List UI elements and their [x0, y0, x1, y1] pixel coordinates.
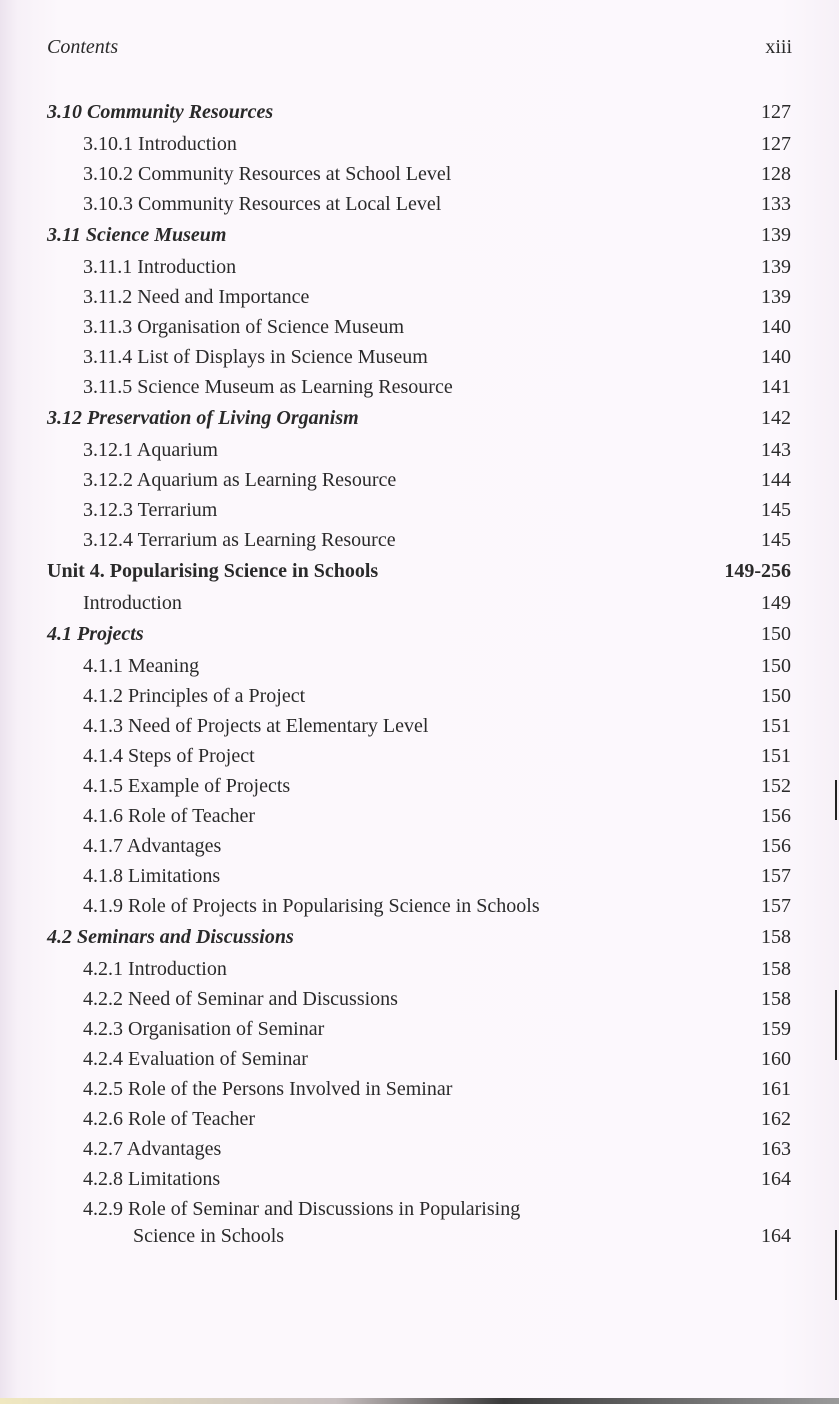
toc-entry-label: 4.2.2 Need of Seminar and Discussions	[83, 988, 398, 1010]
toc-entry-sub	[47, 189, 791, 219]
toc-entry-sub	[47, 159, 791, 189]
scan-edge-mark	[835, 1230, 837, 1300]
toc-entry-label: 4.2.1 Introduction	[83, 958, 227, 980]
toc-entry-section	[47, 921, 791, 954]
toc-entry-page: 158	[761, 926, 791, 948]
toc-entry-page: 150	[761, 623, 791, 645]
toc-entry-label: 3.11.2 Need and Importance	[83, 286, 310, 308]
toc-entry-page: 157	[761, 895, 791, 917]
toc-entry-page: 162	[761, 1108, 791, 1130]
toc-entry-label: 3.12.3 Terrarium	[83, 499, 218, 521]
toc-entry-label: 4.2.6 Role of Teacher	[83, 1108, 256, 1130]
toc-entry-label: 3.12.2 Aquarium as Learning Resource	[83, 469, 397, 491]
toc-entry-label: 4.1.6 Role of Teacher	[83, 805, 256, 827]
toc-entry-page: 128	[761, 163, 791, 185]
toc-entry-label: 4.1 Projects	[47, 623, 144, 645]
toc-entry-sub	[47, 891, 791, 921]
toc-entry-page: 141	[761, 376, 791, 398]
toc-entry-label: 4.2.7 Advantages	[83, 1138, 222, 1160]
toc-entry-sub	[47, 861, 791, 891]
toc-entry-page: 139	[761, 224, 791, 246]
toc-entry-sub	[47, 465, 791, 495]
toc-entry-label: 4.1.5 Example of Projects	[83, 775, 291, 797]
toc-entry-page: 163	[761, 1138, 791, 1160]
toc-entry-sub	[47, 1044, 791, 1074]
toc-entry-sub	[47, 282, 791, 312]
toc-entry-label: Introduction	[83, 592, 182, 614]
toc-entry-page: 164	[761, 1168, 791, 1190]
toc-entry-page: 140	[761, 346, 791, 368]
page-number: xiii	[765, 36, 792, 58]
toc-entry-sub	[47, 1014, 791, 1044]
toc-entry-page: 158	[761, 958, 791, 980]
toc-entry-label: 4.1.7 Advantages	[83, 835, 222, 857]
scan-edge-mark	[835, 780, 837, 820]
toc-entry-label: 3.11.1 Introduction	[83, 256, 237, 278]
toc-entry-label: 3.12.4 Terrarium as Learning Resource	[83, 529, 396, 551]
toc-entry-sub	[47, 435, 791, 465]
toc-entry-page: 139	[761, 286, 791, 308]
toc-entry-label: 4.1.4 Steps of Project	[83, 745, 255, 767]
toc-entry-sub	[47, 129, 791, 159]
toc-entry-page: 145	[761, 499, 791, 521]
toc-entry-label: Unit 4. Popularising Science in Schools	[47, 560, 379, 582]
toc-entry-page: 156	[761, 805, 791, 827]
toc-entry-section	[47, 618, 791, 651]
toc-entry-label: 3.12 Preservation of Living Organism	[47, 407, 359, 429]
toc-entry-label: 3.10 Community Resources	[47, 101, 274, 123]
toc-entry-page: 157	[761, 865, 791, 887]
toc-entry-label: 3.10.2 Community Resources at School Level	[83, 163, 452, 185]
toc-entry-sub	[47, 984, 791, 1014]
toc-entry-page: 150	[761, 685, 791, 707]
toc-entry-sub	[47, 681, 791, 711]
toc-entry-section	[47, 219, 791, 252]
toc-entry-label: 3.11.5 Science Museum as Learning Resource	[83, 376, 453, 398]
toc-entry-sub	[47, 342, 791, 372]
toc-entry-page: 145	[761, 529, 791, 551]
toc-entry-page: 149-256	[724, 560, 791, 582]
toc-entry-label-line2: Science in Schools	[133, 1225, 285, 1247]
toc-entry-section	[47, 402, 791, 435]
toc-entry-label: 4.1.9 Role of Projects in Popularising Science in Schools	[83, 895, 540, 917]
toc-entry-label: 3.12.1 Aquarium	[83, 439, 218, 461]
toc-entry-label: 4.2 Seminars and Discussions	[47, 926, 294, 948]
scan-bottom-edge	[0, 1398, 839, 1404]
toc-entry-label: 4.2.5 Role of the Persons Involved in Seminar	[83, 1078, 453, 1100]
toc-entry-sub	[47, 801, 791, 831]
toc-entry-page: 151	[761, 745, 791, 767]
toc-entry-label: 3.11.3 Organisation of Science Museum	[83, 316, 405, 338]
toc-entry-sub	[47, 495, 791, 525]
running-head-title: Contents	[47, 36, 119, 58]
toc-entry-label: 3.10.1 Introduction	[83, 133, 237, 155]
toc-entry-sub	[47, 525, 791, 555]
toc-entry-sub	[47, 771, 791, 801]
toc-entry-page: 161	[761, 1078, 791, 1100]
toc-entry-page: 164	[761, 1225, 791, 1247]
toc-entry-sub	[47, 252, 791, 282]
toc-entry-page: 149	[761, 592, 791, 614]
toc-entry-page: 150	[761, 655, 791, 677]
toc-entry-label: 4.2.3 Organisation of Seminar	[83, 1018, 325, 1040]
toc-entry-sub	[47, 1164, 791, 1194]
toc-entry-page: 133	[761, 193, 791, 215]
running-head	[47, 36, 792, 59]
toc-entry-sub	[47, 711, 791, 741]
toc-entry-label: 3.11.4 List of Displays in Science Museum	[83, 346, 428, 368]
toc-entry-sub	[47, 588, 791, 618]
toc-entry-sub	[47, 954, 791, 984]
toc-entry-page: 152	[761, 775, 791, 797]
toc-entry-label: 4.1.1 Meaning	[83, 655, 200, 677]
toc-entry-sub	[47, 372, 791, 402]
toc-entry-sub	[47, 312, 791, 342]
toc-entry-wrap	[47, 1194, 791, 1250]
toc-entry-label: 4.2.8 Limitations	[83, 1168, 221, 1190]
toc-entry-label: 3.11 Science Museum	[47, 224, 227, 246]
toc-entry-sub	[47, 1074, 791, 1104]
toc-entry-section	[47, 96, 791, 129]
toc-entry-page: 159	[761, 1018, 791, 1040]
scan-edge-mark	[835, 990, 837, 1060]
toc-entry-page: 142	[761, 407, 791, 429]
toc-entry-unit	[47, 555, 791, 588]
toc-entry-label: 4.1.2 Principles of a Project	[83, 685, 306, 707]
toc-entry-page: 140	[761, 316, 791, 338]
toc-entry-page: 127	[761, 133, 791, 155]
toc-entry-page: 156	[761, 835, 791, 857]
toc-entry-sub	[47, 651, 791, 681]
toc-entry-sub	[47, 831, 791, 861]
toc-entry-page: 158	[761, 988, 791, 1010]
toc-entry-page: 127	[761, 101, 791, 123]
toc-entry-page: 160	[761, 1048, 791, 1070]
toc-entry-label	[47, 1196, 520, 1250]
toc-entry-sub	[47, 1104, 791, 1134]
toc-entry-label: 4.1.8 Limitations	[83, 865, 221, 887]
toc-entry-page: 139	[761, 256, 791, 278]
toc-entry-page: 144	[761, 469, 791, 491]
toc-entry-page: 151	[761, 715, 791, 737]
table-of-contents	[47, 96, 791, 1250]
toc-entry-page: 143	[761, 439, 791, 461]
toc-entry-label: 4.2.4 Evaluation of Seminar	[83, 1048, 308, 1070]
toc-entry-sub	[47, 741, 791, 771]
toc-entry-label-line1: 4.2.9 Role of Seminar and Discussions in Popularising	[83, 1198, 521, 1220]
toc-entry-label: 3.10.3 Community Resources at Local Level	[83, 193, 442, 215]
toc-entry-label: 4.1.3 Need of Projects at Elementary Level	[83, 715, 429, 737]
toc-entry-sub	[47, 1134, 791, 1164]
